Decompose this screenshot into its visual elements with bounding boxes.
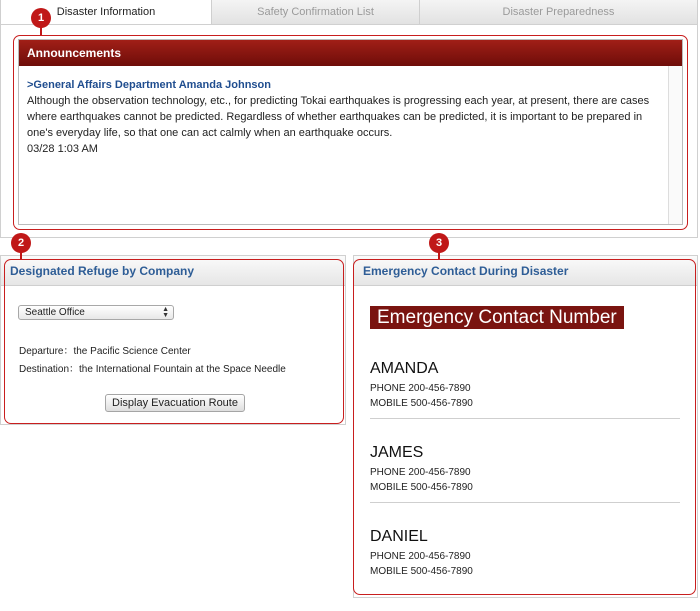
announcements-header: Announcements <box>19 40 682 66</box>
refuge-header: Designated Refuge by Company <box>1 256 345 286</box>
contact-divider <box>370 502 680 503</box>
contact-phone: PHONE 200-456-7890 <box>370 467 471 478</box>
refuge-panel <box>0 255 346 425</box>
contact-name: JAMES <box>370 444 424 461</box>
announcements-panel <box>0 24 698 238</box>
departure-text: Departure：the Pacific Science Center <box>19 346 191 357</box>
announcements-box <box>18 39 683 225</box>
emergency-header: Emergency Contact During Disaster <box>354 256 697 286</box>
callout-stem-1 <box>40 27 42 35</box>
callout-marker-3: 3 <box>429 233 449 253</box>
tab-disaster-preparedness[interactable]: Disaster Preparedness <box>420 0 698 24</box>
office-select-value: Seattle Office <box>25 307 85 318</box>
announcement-timestamp: 03/28 1:03 AM <box>27 143 98 155</box>
contact-mobile: MOBILE 500-456-7890 <box>370 398 473 409</box>
contact-mobile: MOBILE 500-456-7890 <box>370 482 473 493</box>
contact-item <box>370 528 680 579</box>
display-evacuation-route-button[interactable]: Display Evacuation Route <box>105 394 245 412</box>
contact-name: DANIEL <box>370 528 428 545</box>
announcement-content <box>19 66 668 224</box>
callout-marker-1: 1 <box>31 8 51 28</box>
tab-safety-confirmation-list[interactable]: Safety Confirmation List <box>212 0 420 24</box>
office-select[interactable] <box>18 305 174 320</box>
contact-phone: PHONE 200-456-7890 <box>370 383 471 394</box>
emergency-banner: Emergency Contact Number <box>370 306 624 329</box>
callout-marker-2: 2 <box>11 233 31 253</box>
destination-text: Destination：the International Fountain at the Space Needle <box>19 364 286 375</box>
announcement-author[interactable]: >General Affairs Department Amanda Johnson <box>27 79 271 91</box>
contact-divider <box>370 418 680 419</box>
tab-bar <box>0 0 698 24</box>
contact-name: AMANDA <box>370 360 439 377</box>
contact-item <box>370 444 680 495</box>
tab-disaster-information[interactable]: Disaster Information <box>0 0 212 25</box>
announcements-scrollbar[interactable] <box>668 66 682 224</box>
announcement-text: Although the observation technology, etc., for predicting Tokai earthquakes is progressing each year, at present, there are cases where earthquakes cannot be predicted. Regardless of whether earthquakes can be predicted, it is important to be prepared in one's everyday life, so that one can act calmly when an earthquake occurs. <box>27 95 650 139</box>
emergency-contact-panel <box>353 255 698 598</box>
contact-phone: PHONE 200-456-7890 <box>370 551 471 562</box>
select-arrows-icon: ▲ ▼ <box>162 306 169 319</box>
contact-item <box>370 360 680 411</box>
contact-mobile: MOBILE 500-456-7890 <box>370 566 473 577</box>
